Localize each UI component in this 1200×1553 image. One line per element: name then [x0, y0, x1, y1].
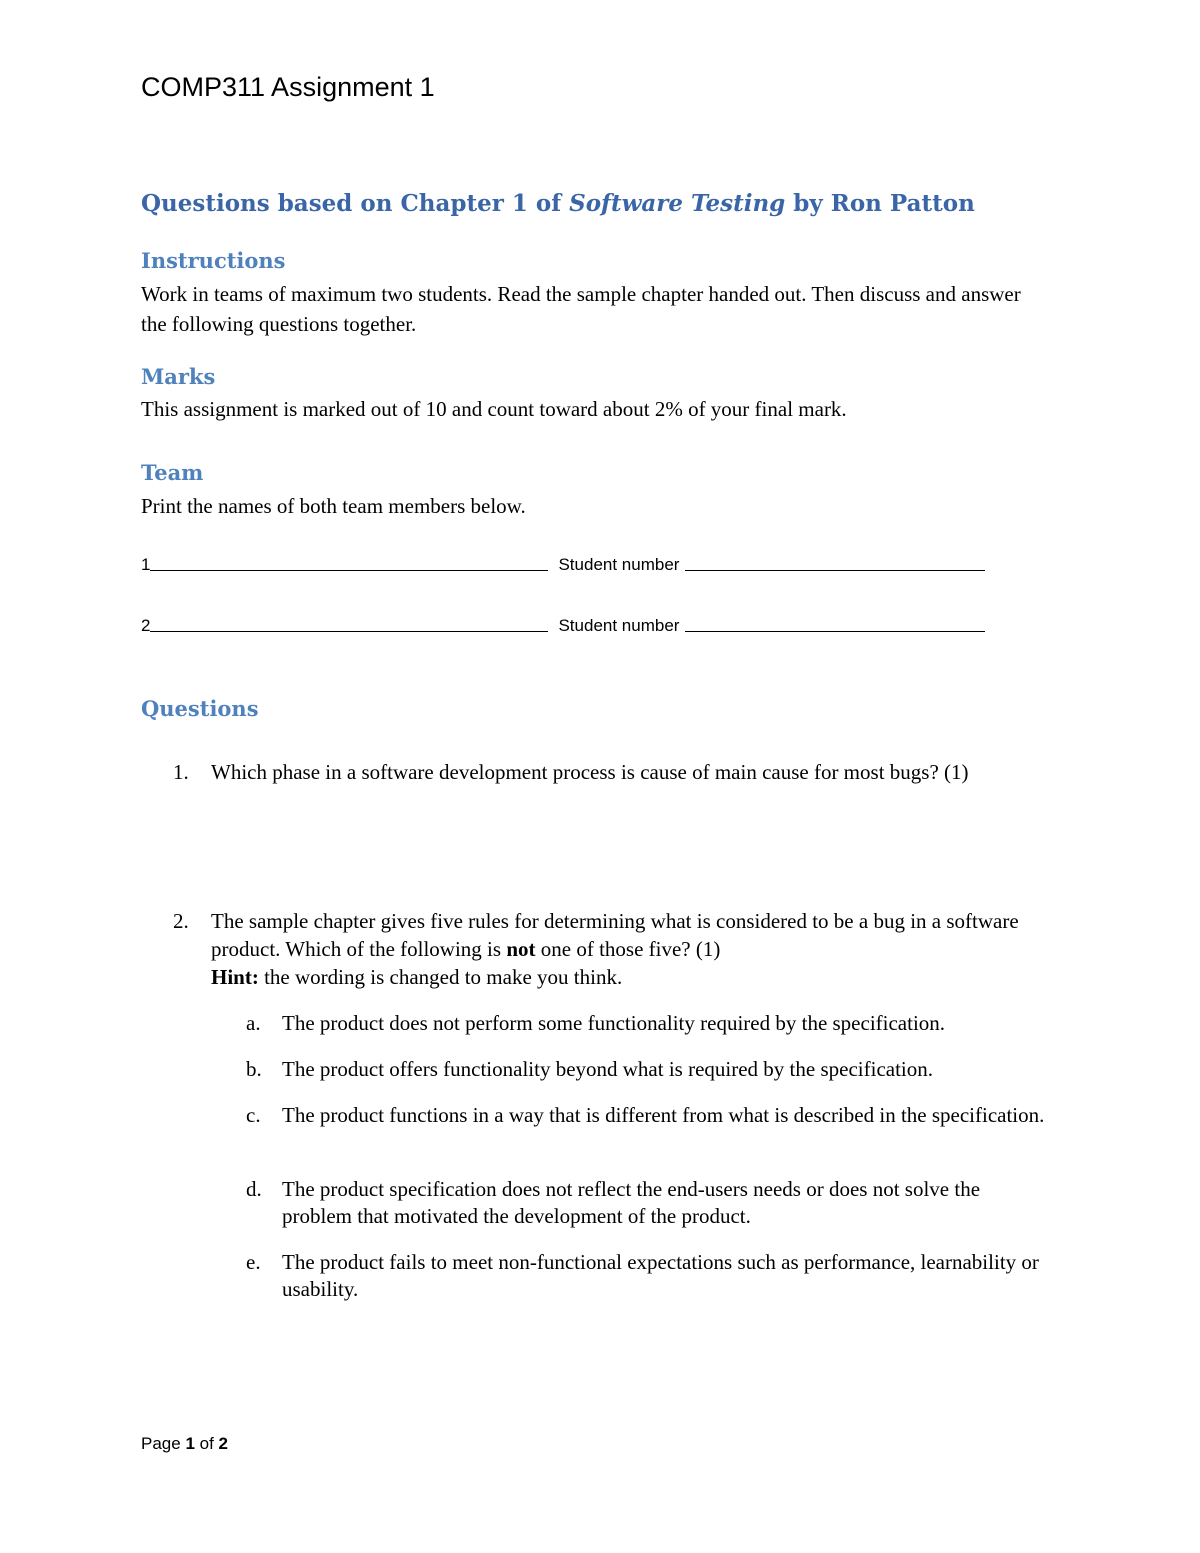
marks-text: This assignment is marked out of 10 and count toward about 2% of your final mark. — [141, 397, 847, 421]
question-2 — [173, 907, 1043, 991]
answer-option — [246, 1056, 1046, 1083]
student-number-blank[interactable] — [685, 569, 985, 571]
answer-option — [246, 1176, 1046, 1230]
page-total: 2 — [218, 1434, 228, 1453]
option-text: The product functions in a way that is different from what is described in the specification. — [282, 1103, 1045, 1127]
name-blank[interactable] — [150, 569, 548, 571]
option-text: The product does not perform some functionality required by the specification. — [282, 1011, 946, 1035]
option-letter: c. — [246, 1103, 261, 1127]
student-number-label: Student number — [558, 616, 680, 635]
option-text: The product fails to meet non-functional expectations such as performance, learnability or usability. — [282, 1250, 1039, 1301]
subtitle — [141, 190, 975, 217]
question-text — [211, 907, 1043, 991]
option-text: The product specification does not reflect the end-users needs or does not solve the problem that motivated the development of the product. — [282, 1177, 981, 1228]
hint-label: Hint: — [211, 965, 259, 989]
student-number-label: Student number — [558, 555, 680, 574]
question-emphasis: not — [506, 937, 536, 961]
team-member-number: 2 — [141, 616, 151, 635]
team-heading: Team — [141, 460, 204, 485]
name-blank[interactable] — [150, 630, 548, 632]
answer-option — [246, 1010, 1046, 1037]
option-letter: e. — [246, 1250, 261, 1274]
question-text-part: one of those five? (1) — [535, 937, 721, 961]
page-number: 1 — [185, 1434, 195, 1453]
option-text: The product offers functionality beyond what is required by the specification. — [282, 1057, 933, 1081]
question-number: 2. — [173, 909, 189, 933]
option-letter: a. — [246, 1011, 261, 1035]
subtitle-prefix: Questions based on Chapter 1 of — [141, 190, 570, 217]
team-member-row — [141, 616, 985, 636]
answer-option — [246, 1102, 1046, 1129]
team-member-number: 1 — [141, 555, 151, 574]
option-letter: d. — [246, 1177, 262, 1201]
question-1 — [173, 758, 1043, 786]
student-number-blank[interactable] — [685, 630, 985, 632]
page-word: Page — [141, 1434, 186, 1453]
instructions-text: Work in teams of maximum two students. Read the sample chapter handed out. Then discuss and answer the following questions together. — [141, 282, 1021, 336]
team-text: Print the names of both team members below. — [141, 494, 526, 518]
marks-heading: Marks — [141, 364, 216, 389]
subtitle-suffix: by Ron Patton — [785, 190, 975, 217]
subtitle-book-title: Software Testing — [569, 190, 786, 217]
hint-text: the wording is changed to make you think. — [258, 965, 623, 989]
question-text: Which phase in a software development process is cause of main cause for most bugs? (1) — [211, 760, 969, 784]
team-member-row — [141, 555, 985, 575]
of-word: of — [194, 1434, 219, 1453]
question-number: 1. — [173, 760, 189, 784]
option-letter: b. — [246, 1057, 262, 1081]
questions-heading: Questions — [141, 696, 259, 721]
instructions-heading: Instructions — [141, 248, 286, 273]
document-title: COMP311 Assignment 1 — [141, 72, 435, 102]
answer-option — [246, 1249, 1046, 1303]
page-footer — [141, 1434, 228, 1454]
question-text-part: The sample chapter gives five rules for determining what is considered to be a bug in a software product. Which of the following is — [211, 909, 1019, 961]
